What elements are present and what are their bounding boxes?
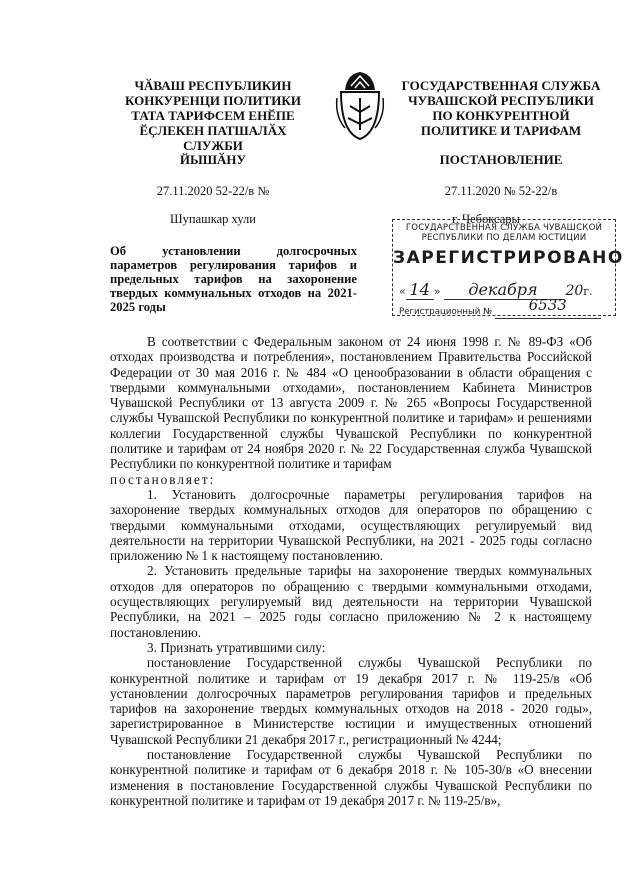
stamp-registration bbox=[399, 296, 601, 319]
header-left-line: ТАТА ТАРИФСЕМ ЕНӖПЕ bbox=[131, 108, 295, 123]
item-3-paragraph: 3. Признать утратившими силу: bbox=[147, 639, 326, 655]
doctype-right: ПОСТАНОВЛЕНИЕ bbox=[439, 152, 563, 167]
stamp-reg-number: 6533 bbox=[528, 296, 567, 314]
place-right: г. Чебоксары bbox=[452, 212, 520, 226]
item-2-paragraph: 2. Установить предельные тарифы на захоронение твердых коммунальных отходов для операторов по обращению с твердыми коммунальными отходами, осуществляющих регулируемый вид деятельности на территории Чувашской Республики, на 2021 – 2025 годы согласно приложению № 2 к настоящему постановлению. bbox=[110, 563, 592, 640]
stamp-reg-label: Регистрационный № bbox=[399, 307, 492, 317]
chuvash-republic-emblem-icon bbox=[335, 68, 385, 142]
header-right-line: ЧУВАШСКОЙ РЕСПУБЛИКИ bbox=[408, 93, 594, 108]
doctype-left: ЙЫШӐНУ bbox=[179, 152, 247, 167]
resolves-word: постановляет: bbox=[110, 471, 216, 487]
place-left: Шупашкар хули bbox=[170, 212, 256, 226]
item-3a-paragraph: постановление Государственной службы Чувашской Республики по конкурентной политике и тарифам от 19 декабря 2017 г. № 119-25/в «Об установлении долгосрочных параметров регулирования тарифов и предельных тарифов на захоронение твердых коммунальных отходов на 2018 - 2020 годы», зарегистрированное в Министерстве юстиции и имущественных отношений Чувашской Республики 21 декабря 2017 г., регистрационный № 4244; bbox=[110, 655, 592, 747]
preamble-paragraph: В соответствии с Федеральным законом от 24 июня 1998 г. № 89-ФЗ «Об отходах производства и потребления», постановлением Правительства Российской Федерации от 30 мая 2016 г. № 484 «О ценообразовании в области обращения с твердыми коммунальными отходами», постановлением Кабинета Министров Чувашской Республики от 13 августа 2009 г. № 265 «Вопросы Государственной службы Чувашской Республики по конкурентной политике и тарифам» и решениями коллегии Государственной службы Чувашской Республики по конкурентной политике и тарифам от 24 ноября 2020 г. № 22 Государственная служба Чувашской Республики по конкурентной политике и тарифам bbox=[110, 334, 592, 472]
header-left-org bbox=[108, 78, 318, 153]
doc-number-left: 27.11.2020 52-22/в № bbox=[156, 184, 270, 198]
header-right-line: ПОЛИТИКЕ И ТАРИФАМ bbox=[420, 123, 582, 138]
doc-number-right: 27.11.2020 № 52-22/в bbox=[444, 184, 558, 198]
stamp-date-month: декабря bbox=[444, 280, 562, 300]
stamp-date-year: 20 bbox=[565, 283, 584, 299]
item-3b-paragraph: постановление Государственной службы Чувашской Республики по конкурентной политике и тарифам от 6 декабря 2018 г. № 105-30/в «О внесении изменения в постановление Государственной службы Чувашской Республики по конкурентной политике и тарифам от 19 декабря 2017 г. № 119-25/в», bbox=[110, 747, 592, 808]
header-right-line: ГОСУДАРСТВЕННАЯ СЛУЖБА bbox=[401, 78, 601, 93]
header-right-line: ПО КОНКУРЕНТНОЙ bbox=[432, 108, 570, 123]
header-right-org bbox=[395, 78, 607, 138]
stamp-reg-number-line bbox=[495, 296, 601, 319]
document-title: Об установлении долгосрочных параметров регулирования тарифов и предельных тарифов на захоронение твердых коммунальных отходов на 2021-2025 годы bbox=[110, 244, 357, 314]
stamp-date-day: 14 bbox=[406, 280, 434, 300]
registration-stamp bbox=[392, 219, 624, 317]
header-left-line: КОНКУРЕНЦИ ПОЛИТИКИ bbox=[125, 93, 301, 108]
stamp-org-line: ГОСУДАРСТВЕННАЯ СЛУЖБА ЧУВАШСКОЙ bbox=[405, 223, 603, 233]
stamp-org-line: РЕСПУБЛИКИ ПО ДЕЛАМ ЮСТИЦИИ bbox=[421, 233, 587, 243]
stamp-status: ЗАРЕГИСТРИРОВАНО bbox=[393, 248, 624, 268]
item-1-paragraph: 1. Установить долгосрочные параметры регулирования тарифов на захоронение твердых коммунальных отходов для операторов по обращению с твердыми коммунальными отходами, осуществляющих регулируемый вид деятельности на территории Чувашской Республики, на 2021 - 2025 годы согласно приложению № 1 к настоящему постановлению. bbox=[110, 486, 592, 564]
header-left-line: ӖҪЛЕКЕН ПАТШАЛӐХ СЛУЖБИ bbox=[139, 123, 287, 153]
document-body bbox=[110, 334, 592, 808]
header-left-line: ЧӐВАШ РЕСПУБЛИКИН bbox=[134, 78, 292, 93]
stamp-org bbox=[393, 220, 615, 243]
stamp-date: « 14 » декабря 20г. bbox=[399, 280, 593, 299]
